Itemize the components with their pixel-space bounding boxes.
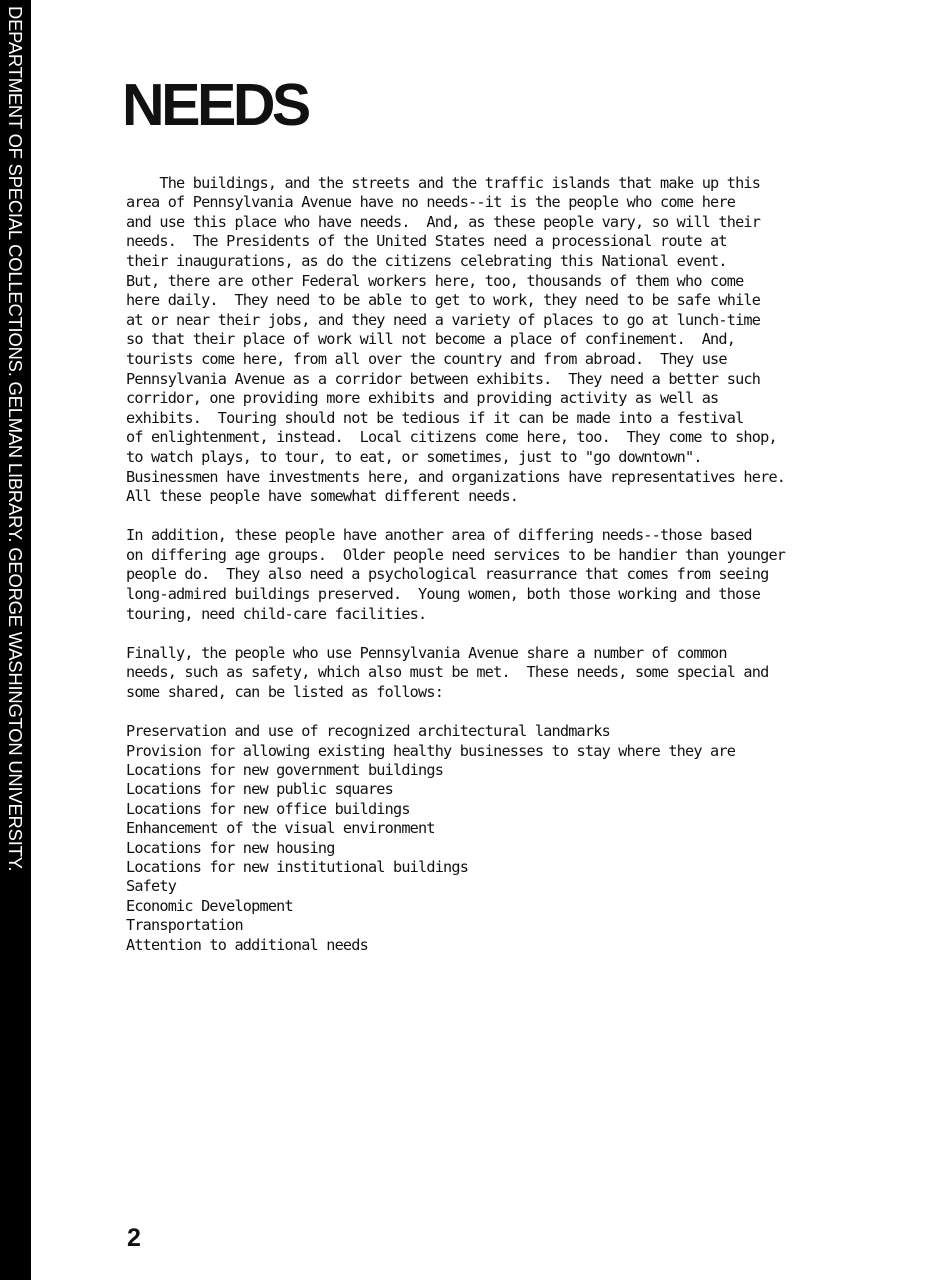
- text-line: needs, such as safety, which also must be met. These needs, some special and: [126, 663, 769, 682]
- needs-list-item: Locations for new government buildings: [126, 761, 444, 779]
- text-line: touring, need child-care facilities.: [126, 604, 427, 623]
- text-line: But, there are other Federal workers here, too, thousands of them who come: [126, 271, 744, 290]
- needs-list-item: Locations for new office buildings: [126, 799, 410, 818]
- text-line: their inaugurations, as do the citizens celebrating this National event.: [126, 251, 727, 270]
- text-line: corridor, one providing more exhibits and providing activity as well as: [126, 389, 719, 408]
- text-line: so that their place of work will not become a place of confinement. And,: [126, 330, 736, 349]
- page-number: 2: [127, 1224, 141, 1252]
- body-text: [126, 154, 926, 955]
- paragraph-common-needs: [126, 644, 926, 703]
- text-line: people do. They also need a psychological reasurrance that comes from seeing: [126, 565, 769, 584]
- text-line: All these people have somewhat different needs.: [126, 487, 519, 506]
- text-line: long-admired buildings preserved. Young women, both those working and those: [126, 585, 761, 604]
- archive-credit-text: DEPARTMENT OF SPECIAL COLLECTIONS. GELMAN LIBRARY. GEORGE WASHINGTON UNIVERSITY.: [5, 6, 26, 872]
- needs-list-item: Provision for allowing existing healthy businesses to stay where they are: [126, 741, 736, 760]
- text-line: of enlightenment, instead. Local citizens come here, too. They come to shop,: [126, 428, 777, 447]
- needs-list-item: Locations for new housing: [126, 838, 335, 857]
- text-line: Pennsylvania Avenue as a corridor between exhibits. They need a better such: [126, 369, 761, 388]
- text-line: here daily. They need to be able to get to work, they need to be safe while: [126, 291, 761, 310]
- paragraph-age-groups: [126, 526, 926, 624]
- text-line: needs. The Presidents of the United States need a processional route at: [126, 232, 727, 251]
- needs-list-item: Locations for new institutional buildings: [126, 857, 469, 876]
- needs-list-item: Transportation: [126, 916, 243, 935]
- needs-list-item: Economic Development: [126, 896, 293, 915]
- text-line: In addition, these people have another area of differing needs--those based: [126, 526, 752, 545]
- needs-list-item: Locations for new public squares: [126, 780, 393, 799]
- needs-list: [126, 722, 926, 955]
- text-line: exhibits. Touring should not be tedious if it can be made into a festival: [126, 408, 744, 427]
- needs-list-item: Enhancement of the visual environment: [126, 819, 435, 838]
- needs-list-item: Attention to additional needs: [126, 935, 368, 954]
- needs-list-item: Safety: [126, 877, 177, 896]
- text-line: on differing age groups. Older people need services to be handier than younger: [126, 545, 786, 564]
- paragraph-intro: [126, 154, 926, 507]
- text-line: and use this place who have needs. And, as these people vary, so will their: [126, 212, 761, 231]
- needs-list-item: Preservation and use of recognized architectural landmarks: [126, 722, 610, 741]
- text-line: The buildings, and the streets and the traffic islands that make up this: [159, 173, 761, 192]
- text-line: to watch plays, to tour, to eat, or sometimes, just to "go downtown".: [126, 447, 702, 466]
- archive-side-strip: [0, 0, 31, 1280]
- text-line: at or near their jobs, and they need a variety of places to go at lunch-time: [126, 310, 761, 329]
- text-line: tourists come here, from all over the country and from abroad. They use: [126, 349, 727, 368]
- page-title: NEEDS: [122, 72, 308, 138]
- text-line: some shared, can be listed as follows:: [126, 683, 444, 702]
- text-line: Businessmen have investments here, and organizations have representatives here.: [126, 467, 786, 486]
- text-line: area of Pennsylvania Avenue have no needs--it is the people who come here: [126, 193, 736, 212]
- text-line: Finally, the people who use Pennsylvania Avenue share a number of common: [126, 643, 727, 662]
